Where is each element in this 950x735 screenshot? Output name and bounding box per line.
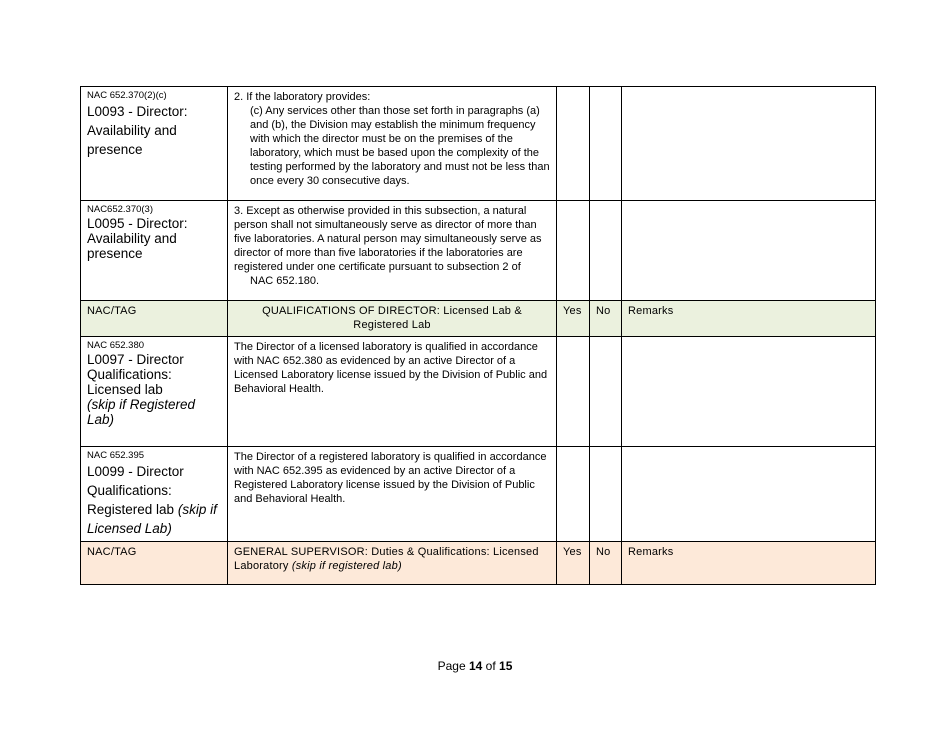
nac-tag-cell (81, 201, 228, 301)
yes-cell[interactable] (557, 201, 590, 301)
page-label: Page (437, 659, 466, 673)
header-no: No (590, 301, 622, 337)
section-title: QUALIFICATIONS OF DIRECTOR: Licensed Lab & Registered Lab (228, 301, 557, 337)
no-cell[interactable] (590, 87, 622, 201)
requirement-text: The Director of a licensed laboratory is qualified in accordance with NAC 652.380 as evidenced by an active Director of a Licensed Laboratory license issued by the Division of Public and Behavioral Health. (234, 341, 548, 395)
requirement-text: The Director of a registered laboratory is qualified in accordance with NAC 652.395 as evidenced by an active Director of a Registered Laboratory license issued by the Division of Public and Behavioral Health. (234, 451, 547, 505)
nac-code: NAC652.370(3) (87, 204, 154, 215)
tag-title (87, 462, 221, 538)
requirement-text: 2. If the laboratory provides: (234, 91, 371, 103)
of-label: of (485, 659, 496, 673)
header-yes: Yes (557, 542, 590, 585)
yes-cell[interactable] (557, 337, 590, 447)
section-header-row (81, 542, 876, 585)
tag-title-text: L0099 - Director Qualifications: Registered lab (87, 464, 184, 517)
section-title-note: (skip if registered lab) (291, 560, 402, 572)
checklist-table (80, 86, 876, 585)
requirement-cell (228, 337, 557, 447)
table-row (81, 337, 876, 447)
requirement-text: (c) Any services other than those set forth in paragraphs (a) and (b), the Division may establish the minimum frequency with which the director must be on the premises of the laboratory, which must be based upon the complexity of the testing performed by the laboratory and must not be less than once every 30 consecutive days. (250, 105, 550, 187)
section-header-row (81, 301, 876, 337)
table-row (81, 201, 876, 301)
nac-code: NAC 652.380 (87, 340, 145, 351)
requirement-text: 3. Except as otherwise provided in this subsection, a natural person shall not simultaneously serve as director of more than five laboratories. A natural person may simultaneously serve as director of more than five laboratories if the laboratories are registered under one certificate pursuant to subsection 2 of (234, 205, 542, 273)
page-total: 15 (499, 659, 513, 673)
section-title (228, 542, 557, 585)
header-remarks: Remarks (622, 542, 876, 585)
section-title-text: GENERAL SUPERVISOR: Duties & Qualifications: Licensed Laboratory (234, 546, 539, 572)
tag-title: L0097 - Director Qualifications: Licensed lab (87, 352, 184, 397)
nac-tag-cell (81, 447, 228, 542)
nac-code: NAC 652.395 (87, 450, 145, 461)
header-no: No (590, 542, 622, 585)
tag-title: L0095 - Director: Availability and presence (87, 216, 188, 261)
table-row (81, 447, 876, 542)
requirement-text: NAC 652.180. (250, 275, 320, 287)
header-remarks: Remarks (622, 301, 876, 337)
header-nac-tag: NAC/TAG (81, 301, 228, 337)
yes-cell[interactable] (557, 447, 590, 542)
remarks-cell[interactable] (622, 447, 876, 542)
nac-tag-cell (81, 337, 228, 447)
remarks-cell[interactable] (622, 201, 876, 301)
nac-tag-cell (81, 87, 228, 201)
header-yes: Yes (557, 301, 590, 337)
tag-title: L0093 - Director: Availability and presence (87, 104, 188, 157)
page-number: 14 (468, 659, 483, 673)
yes-cell[interactable] (557, 87, 590, 201)
requirement-cell (228, 87, 557, 201)
requirement-cell (228, 201, 557, 301)
tag-note: (skip if Licensed Lab) (87, 502, 217, 536)
no-cell[interactable] (590, 201, 622, 301)
remarks-cell[interactable] (622, 87, 876, 201)
remarks-cell[interactable] (622, 337, 876, 447)
requirement-cell (228, 447, 557, 542)
table-row (81, 87, 876, 201)
tag-note: (skip if Registered Lab) (87, 397, 196, 427)
no-cell[interactable] (590, 337, 622, 447)
page-footer (0, 659, 950, 673)
nac-code: NAC 652.370(2)(c) (87, 90, 167, 101)
no-cell[interactable] (590, 447, 622, 542)
header-nac-tag: NAC/TAG (81, 542, 228, 585)
